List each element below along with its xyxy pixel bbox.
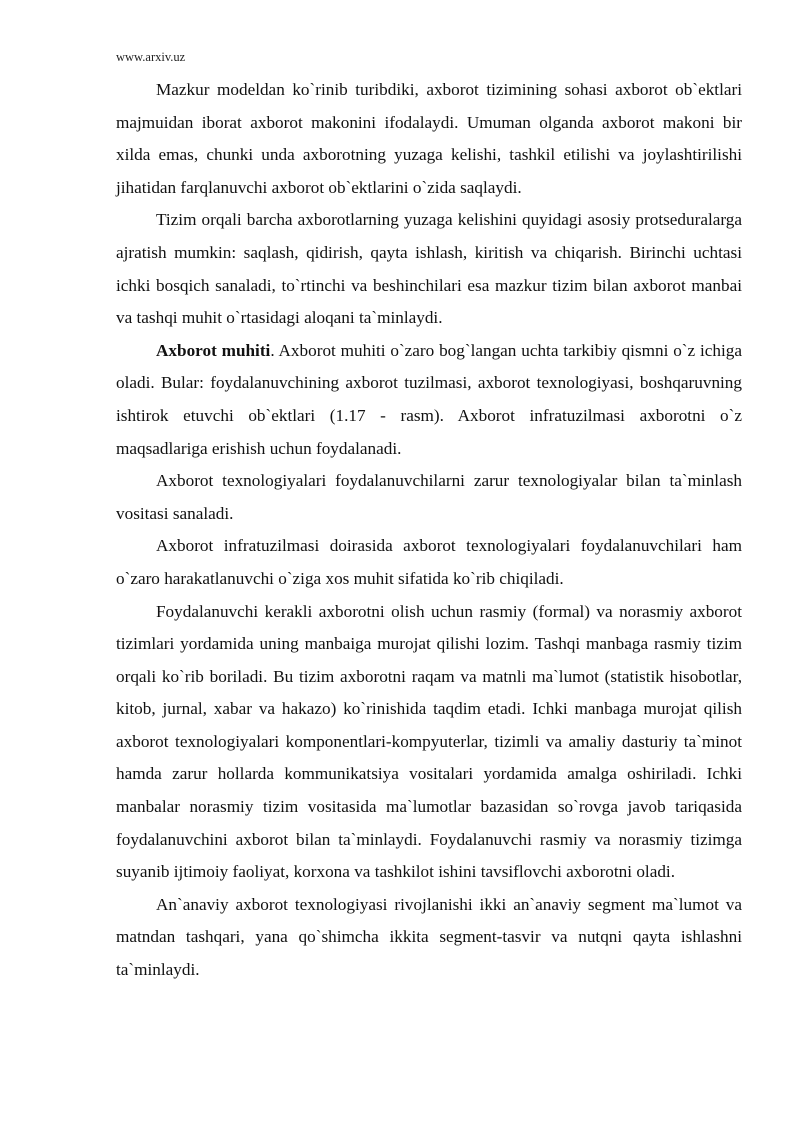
- term-axborot-muhiti: Axborot muhiti: [156, 340, 271, 360]
- paragraph-3: [116, 335, 742, 465]
- paragraph-7: An`anaviy axborot texnologiyasi rivojlanishi ikki an`anaviy segment ma`lumot va matndan tashqari, yana qo`shimcha ikkita segment-tasvir va nutqni qayta ishlashni ta`minlaydi.: [116, 894, 742, 980]
- paragraph-2: Tizim orqali barcha axborotlarning yuzaga kelishini quyidagi asosiy protseduralarga ajratish mumkin: saqlash, qidirish, qayta ishlash, kiritish va chiqarish. Birinchi uchtasi ichki bosqich sanaladi, to`rtinchi va beshinchilari esa mazkur tizim bilan axborot manbai va tashqi muhit o`rtasidagi aloqani ta`minlaydi.: [116, 210, 742, 328]
- document-body: [116, 74, 742, 987]
- paragraph-5: Axborot infratuzilmasi doirasida axborot texnologiyalari foydalanuvchilari ham o`zaro harakatlanuvchi o`ziga xos muhit sifatida ko`rib chiqiladi.: [116, 536, 742, 588]
- paragraph-3-text: . Axborot muhiti o`zaro bog`langan uchta tarkibiy qismni o`z ichiga oladi. Bular: foydalanuvchining axborot tuzilmasi, axborot texnologiyasi, boshqaruvning ishtirok etuvchi ob`ektlari (1.17 - rasm). Axborot infratuzilmasi axborotni o`z maqsadlariga erishish uchun foydalanadi.: [116, 340, 742, 458]
- site-url-header[interactable]: www.arxiv.uz: [116, 50, 186, 64]
- paragraph-1: Mazkur modeldan ko`rinib turibdiki, axborot tizimining sohasi axborot ob`ektlari majmuidan iborat axborot makonini ifodalaydi. Umuman olganda axborot makoni bir xilda emas, chunki unda axborotning yuzaga kelishi, tashkil etilishi va joylashtirilishi jihatidan farqlanuvchi axborot ob`ektlarini o`zida saqlaydi.: [116, 80, 742, 197]
- paragraph-4: Axborot texnologiyalari foydalanuvchilarni zarur texnologiyalar bilan ta`minlash vositasi sanaladi.: [116, 471, 742, 523]
- paragraph-6: Foydalanuvchi kerakli axborotni olish uchun rasmiy (formal) va norasmiy axborot tizimlari yordamida uning manbaiga murojat qilishi lozim. Tashqi manbaga rasmiy tizim orqali ko`rib boriladi. Bu tizim axborotni raqam va matnli ma`lumot (statistik hisobotlar, kitob, jurnal, xabar va hakazo) ko`rinishida taqdim etadi. Ichki manbaga murojat qilish axborot texnologiyalari komponentlari-kompyuterlar, tizimli va amaliy dasturiy ta`minot hamda zarur hollarda kommunikatsiya vositalari yordamida amalga oshiriladi. Ichki manbalar norasmiy tizim vositasida ma`lumotlar bazasidan so`rovga javob tariqasida foydalanuvchini axborot bilan ta`minlaydi. Foydalanuvchi rasmiy va norasmiy tizimga suyanib ijtimoiy faoliyat, korxona va tashkilot ishini tavsiflovchi axborotni oladi.: [116, 601, 742, 882]
